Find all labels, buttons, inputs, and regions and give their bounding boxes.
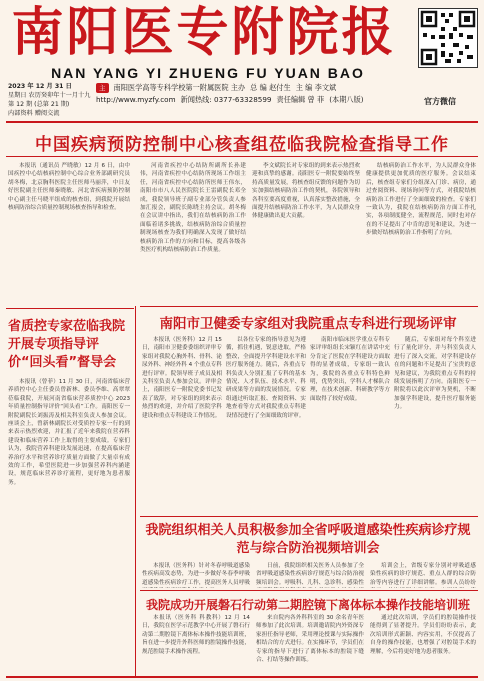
article1-column-2: 河南省疾控中心结防所副所长孙建伟，河南省疾控中心结防所现场工作组主任，河南省疾控中心结防所医师王伟东，南阳市市八人民医院院长王雷副院长邓全成，我院领导班子副专业部分管负责人参加汇报会，副院长陈晓主持会议。胡冬梅在会议讲中指出，我们在结核病防治工作面临着诸多挑战，结核病防治综合质量控制现场核查为我们明确深入发现了做好结核病防治工作的方向和目标，提高各级各类医疗机构结核病防治工作质量。 xyxy=(140,163,246,254)
article2-headline: 省质控专家莅临我院开展专项指导评价“回头看”督导会 xyxy=(8,319,126,370)
page-bottom-divider xyxy=(6,676,478,678)
website-link[interactable]: http://www.myzfy.com xyxy=(96,95,176,104)
masthead-info-bar xyxy=(0,82,484,118)
issue-internal-note: 内部资料 赠阅交流 xyxy=(8,110,60,117)
article1-headline: 中国疾病预防控制中心核查组莅临我院检查指导工作 xyxy=(35,135,449,155)
article1-lead: 本报讯（通讯员 严晓敏）12 月 6 日，由中国疾控中心结核病控制中心综合业务部副研究员胡冬梅，北京胸科医院主任医师马丽萍，中日友好医院副主任医师秦晓敏、河北省疾病预防控制中心副主任马晓平组成的核查组，到我院开展结核病防治综合质量控制现场核查指导和检查。 xyxy=(8,163,130,212)
news-hotline: 新闻热线: 0377-63328599 xyxy=(180,95,272,104)
issue-weekday: 星期日 农历癸卯年十一月十九 xyxy=(8,92,91,99)
chief-editor: 总 编 赵付生 xyxy=(250,83,291,92)
publisher-info xyxy=(96,82,416,106)
qr-code-icon xyxy=(418,8,478,68)
issue-info xyxy=(8,82,94,118)
article3-column-3: 南阳市临床医学重点专科专家评审组组长宋颖红在讲话中充分肯定了医院在学科建设方面取得的显著成绩，专家组一致认为，我院的各重点专科特色鲜明，优势突出，学科人才梯队合理，在技术创新、科研教学等方面取得了较好成绩。 xyxy=(310,337,390,402)
article3-divider xyxy=(140,306,478,307)
column-divider xyxy=(135,306,136,676)
article4-headline: 我院组织相关人员积极参加全省呼吸道感染性疾病诊疗规范与综合防治视频培训会 xyxy=(145,523,471,556)
editor: 主 编 李文斌 xyxy=(295,83,337,92)
article3-column-1: 本报讯（医务科）12 月 15 日，南阳市卫健委委组织评审专家组对我院心胸外科、骨科、泌尿外科、神经外科 4 个重点专科进行评审。院领导班子成员及相关科室负责人参加会议。评审会上，南阳医专一附院党委书记发表了致辞，对专家组的到来表示热烈的欢迎，并介绍了医院学科建设和重点专科建设工作情况。 xyxy=(142,337,222,419)
issue-date: 2023 年 12 月 31 日 xyxy=(8,83,72,90)
masthead-divider xyxy=(6,121,478,123)
newspaper-title: 南阳医专附院报 xyxy=(11,2,397,63)
article5-headline: 我院成功开展磐石行动第二期腔镜下离体标本操作技能培训班 xyxy=(145,598,470,612)
article3-headline: 南阳市卫健委专家组对我院重点专科进行现场评审 xyxy=(159,316,457,332)
article1-divider xyxy=(6,156,478,157)
article1-column-4: 结核病防治工作水平，为人民群众身体健康提供更加优质的医疗服务。会议结束后，核查组专家们分组深入门诊、病房，通过查阅资料、现场询问等方式，对我院结核病防治工作进行了全面细致的检查。专家们一致认为，我院在结核病防治方面工作扎实，各项制度健全，流程规范，同时也对存在的不足提出了中肯的意见和建议，为进一步做好结核病防治工作指明了方向。 xyxy=(366,163,476,237)
article5-column-1: 本报讯（医务科 科教科）12 月 14 日，我院在医学示范教学中心开展了磐石行动第二期腔镜下离体标本操作技能培训班，旨在进一步提升外科医师的腔镜操作技能，规范腔镜手术操作流程。 xyxy=(142,615,250,655)
newspaper-pinyin: NAN YANG YI ZHUENG FU YUAN BAO xyxy=(51,65,365,81)
issue-number: 第 12 期 (总第 21 期) xyxy=(8,101,70,108)
article1-column-3: 李文斌院长对专家组的到来表示热烈欢迎和真挚的感谢。南阳医专一附院要始终坚持高质量发展，将核查组反馈的问题作为切实加强结核病防治工作的契机，各院领导和各科室要高度重视，认真落实整改措施，全面提升结核病防治工作水平，为人民群众身体健康做出更大贡献。 xyxy=(252,163,360,220)
article5-column-3: 通过此次培训，学员们的腔镜操作技能得到了显著提升。学员们纷纷表示，此次培训形式新颖、内容实用，不仅提高了自身的操作技能，也增强了对腔镜手术的理解，今后将更好地为患者服务。 xyxy=(370,615,476,655)
article4-divider xyxy=(140,516,478,517)
sponsor-tag: 主 xyxy=(96,83,109,93)
page-count: (本期八版) xyxy=(329,95,364,104)
article3-column-2: 以各位专家的指导意见为遵循，抓住机遇，锐意进取，严格整改，全面提升学科建设水平和医疗服务能力。随后，各重点专科负责人分别汇报了专科的基本情况、人才队伍、技术水平、科研成果等方面的发展情况。专家组通过听取汇报、查阅资料、实地查看等方式对我院重点专科建设情况进行了全面细致的评审。 xyxy=(226,337,306,419)
responsible-editor: 责任编辑 曾 菲 xyxy=(276,95,325,104)
sponsor-text: 南阳医学高等专科学校第一附属医院 主办 xyxy=(113,83,246,92)
article3-column-4: 随后，专家组对每个科室进行了量化评分，并与科室负责人进行了深入交流，对学科建设存在的问题和不足提出了宝贵的意见和建议，为我院重点专科的持续发展指明了方向。南阳医专一附院将以此次评审为契机，不断加强学科建设，提升医疗服务能力。 xyxy=(394,337,476,411)
article5-divider xyxy=(140,590,478,591)
article4-column-1: 本报讯（医务科）针对冬春呼吸道感染性疾病高发态势，为进一步做好冬春季呼吸道感染性疾病诊疗工作，提高医务人员呼吸 xyxy=(142,563,250,586)
article2-body: 本报讯（曾菲）11 月 30 日，河南省临床营养质控中心主任委员曾新林、委员李维、高翠翠莅临我院，开展河南省临床营养质控中心 2023 年质量控制指导评价“回头看”工作。南阳医专一附院副院长刘振涛及相关科室负责人参加会议。座谈会上，曾新林副院长对受质控专家一行的到来表示热烈欢迎，并汇报了近年来我院在营养科建设和临床营养工作上取得的主要成绩。专家们认为，我院营养科建设发展迅速，在提高临床营养治疗水平和营养诊疗质量方面做了大量卓有成效的工作，希望医院进一步加强营养科内涵建设，规范临床营养诊疗流程，更好地为患者服务。 xyxy=(8,379,130,486)
article5-column-2: 来自院内各外科科室的 30 余名青年医师参加了此次培训。培训邀请院内外资深专家担任指导老师，采用理论授课与实际操作相结合的方式进行。在实操环节，学员们在专家的指导下进行了离体标本的腔镜下缝合、打结等操作训练。 xyxy=(256,615,364,664)
article4-column-3: 培训会上，省级专家分别对呼吸道感染性疾病的诊疗规范、重点人群的综合防治等内容进行了详细讲解。参训人员纷纷 xyxy=(370,563,476,586)
article2-divider xyxy=(6,308,134,309)
official-wechat-label: 官方微信 xyxy=(424,97,456,106)
article4-column-2: 日前，我院组织相关医务人员参加了全省呼吸道感染性疾病诊疗规范与综合防治视频培训会。呼吸科、儿科、急诊科、感染性 xyxy=(256,563,364,586)
